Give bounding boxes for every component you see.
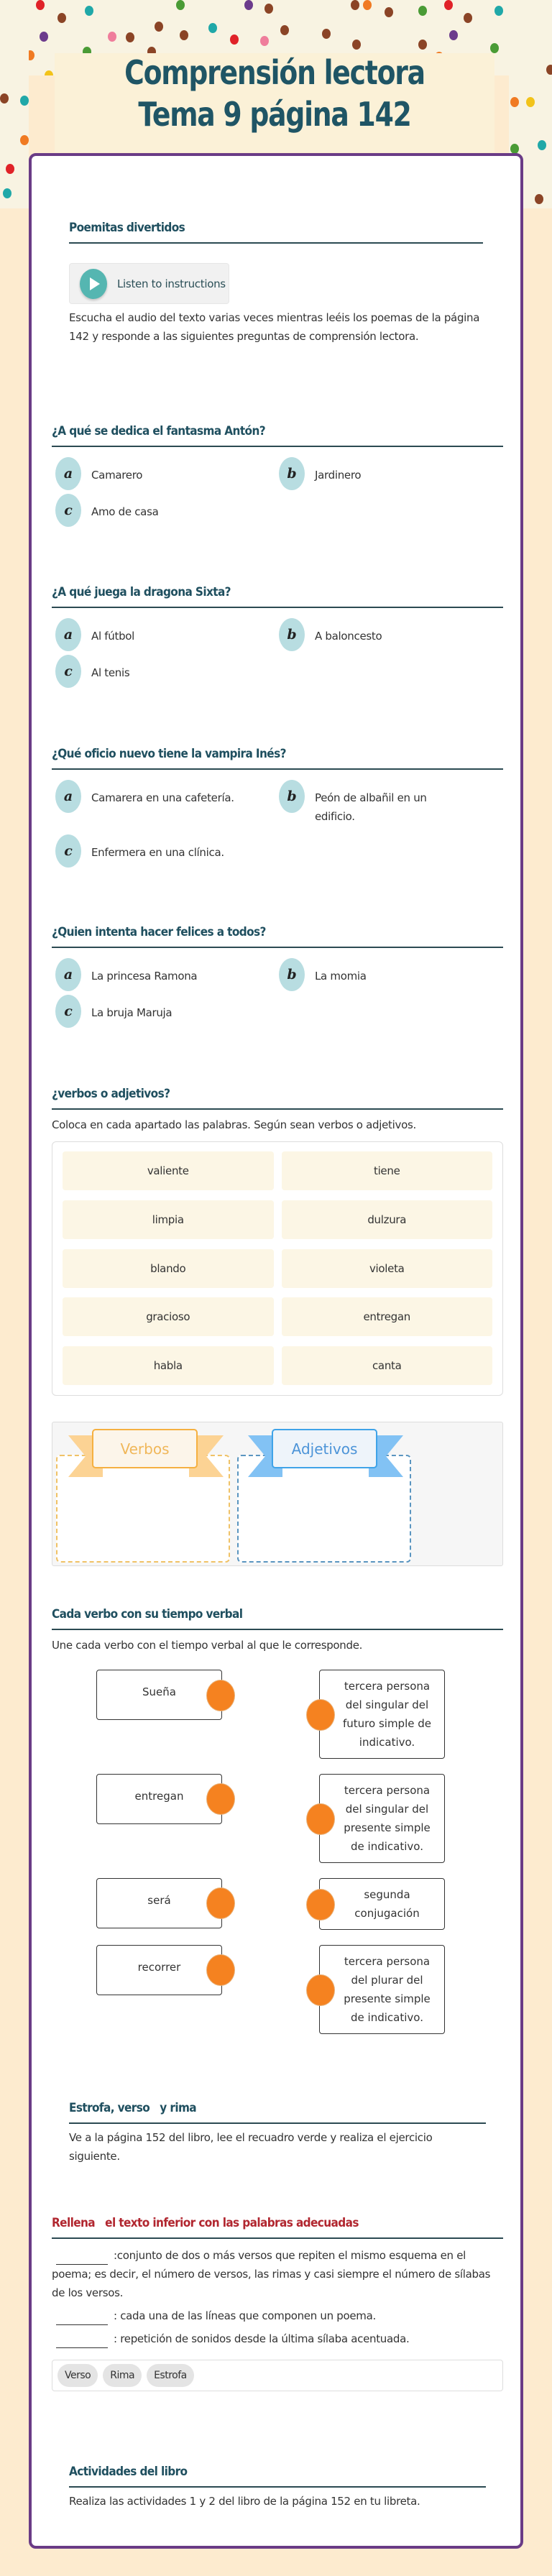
listen-label: Listen to instructions: [117, 277, 226, 290]
fill-line: [52, 2329, 503, 2348]
option-c[interactable]: [55, 655, 129, 688]
option-label: Amo de casa: [91, 505, 159, 518]
option-label: Camarero: [91, 469, 143, 482]
fill-line-text: : cada una de las líneas que componen un poema.: [114, 2309, 376, 2322]
word-bank-chip[interactable]: Verso: [58, 2364, 98, 2387]
question-1: [52, 424, 503, 533]
section-heading: Rellena el texto inferior con las palabras adecuadas: [52, 2216, 503, 2239]
fill-line: [52, 2306, 503, 2325]
option-label: Enfermera en una clínica.: [91, 846, 224, 859]
option-b[interactable]: [279, 958, 367, 991]
option-label: Al tenis: [91, 666, 130, 679]
word-bank-chip[interactable]: Rima: [103, 2364, 142, 2387]
intro-instructions: Escucha el audio del texto varias veces mientras leéis los poemas de la página 142 y responde a las siguientes preguntas de comprensión lectora.: [69, 311, 480, 343]
adjetivos-label: Adjetivos: [272, 1429, 377, 1468]
blank-input[interactable]: [56, 2337, 108, 2348]
word-chip[interactable]: tiene: [282, 1151, 493, 1190]
letter-c-icon: c: [55, 995, 81, 1028]
option-label: A baloncesto: [315, 630, 382, 643]
worksheet-frame: [29, 153, 523, 2549]
listen-instructions-button[interactable]: [69, 263, 229, 304]
section-heading: Cada verbo con su tiempo verbal: [52, 1607, 503, 1630]
match-left-item[interactable]: será: [96, 1878, 222, 1928]
section-heading: Poemitas divertidos: [69, 221, 483, 244]
word-pool: [52, 1141, 503, 1396]
matching-section: [52, 1607, 503, 2038]
letter-a-icon: a: [55, 618, 81, 651]
section-heading: Estrofa, verso y rima: [69, 2101, 486, 2124]
match-left-item[interactable]: entregan: [96, 1774, 222, 1824]
letter-a-icon: a: [55, 457, 81, 490]
intro-section: [69, 221, 483, 346]
option-c[interactable]: [55, 494, 158, 527]
actividades-section: [69, 2465, 486, 2511]
letter-a-icon: a: [55, 958, 81, 991]
question-2: [52, 585, 503, 694]
match-right-item[interactable]: segunda conjugación: [319, 1878, 445, 1930]
classify-instructions: Coloca en cada apartado las palabras. Según sean verbos o adjetivos.: [52, 1118, 416, 1131]
estrofa-instructions: Ve a la página 152 del libro, lee el recuadro verde y realiza el ejercicio siguiente.: [69, 2131, 433, 2163]
letter-c-icon: c: [55, 834, 81, 868]
connector-knob[interactable]: [206, 1783, 235, 1815]
option-label: Jardinero: [315, 469, 362, 482]
connector-knob[interactable]: [306, 1699, 335, 1731]
classify-section: [52, 1087, 503, 1566]
option-label: Al fútbol: [91, 630, 135, 643]
page-title: Comprensión lectora Tema 9 página 142: [124, 53, 425, 134]
option-label: La princesa Ramona: [91, 970, 198, 983]
blank-input[interactable]: [56, 2253, 108, 2265]
word-chip[interactable]: canta: [282, 1346, 493, 1385]
option-b[interactable]: [279, 457, 361, 490]
option-c[interactable]: [55, 995, 172, 1028]
option-a[interactable]: [55, 618, 134, 651]
fill-line-text: : repetición de sonidos desde la última sílaba acentuada.: [114, 2332, 410, 2345]
option-b[interactable]: [279, 618, 382, 651]
letter-b-icon: b: [279, 457, 305, 490]
section-heading: Actividades del libro: [69, 2465, 486, 2488]
matching-instructions: Une cada verbo con el tiempo verbal al que le corresponde.: [52, 1639, 363, 1652]
word-chip[interactable]: dulzura: [282, 1200, 493, 1239]
connector-knob[interactable]: [206, 1887, 235, 1919]
options: [52, 608, 503, 694]
letter-c-icon: c: [55, 494, 81, 527]
fill-line: [52, 2246, 503, 2302]
word-chip[interactable]: limpia: [63, 1200, 274, 1239]
question-heading: ¿Quien intenta hacer felices a todos?: [52, 925, 503, 948]
option-a[interactable]: [55, 958, 197, 991]
confetti-left: [0, 0, 29, 208]
options: [52, 948, 503, 1034]
word-bank: [52, 2360, 503, 2391]
connector-knob[interactable]: [306, 1974, 335, 2006]
play-icon: [80, 269, 107, 299]
question-heading: ¿Qué oficio nuevo tiene la vampira Inés?: [52, 747, 503, 770]
estrofa-section: [69, 2101, 486, 2166]
option-a[interactable]: [55, 780, 234, 813]
word-chip[interactable]: blando: [63, 1249, 274, 1288]
blank-input[interactable]: [56, 2314, 108, 2325]
actividades-instructions: Realiza las actividades 1 y 2 del libro de la página 152 en tu libreta.: [69, 2495, 420, 2508]
match-left-item[interactable]: recorrer: [96, 1945, 222, 1995]
letter-c-icon: c: [55, 655, 81, 688]
option-label: La momia: [315, 970, 367, 983]
connector-knob[interactable]: [206, 1680, 235, 1711]
word-chip[interactable]: valiente: [63, 1151, 274, 1190]
match-right-item[interactable]: tercera persona del singular del presente simple de indicativo.: [319, 1774, 445, 1863]
word-chip[interactable]: gracioso: [63, 1297, 274, 1336]
connector-knob[interactable]: [206, 1954, 235, 1986]
options: [52, 447, 503, 533]
option-label: Peón de albañil en un edificio.: [315, 791, 427, 823]
category-area: [52, 1422, 503, 1566]
option-a[interactable]: [55, 457, 142, 490]
option-label: Camarera en una cafetería.: [91, 791, 234, 804]
question-3: [52, 747, 503, 870]
letter-b-icon: b: [279, 618, 305, 651]
letter-b-icon: b: [279, 780, 305, 813]
match-right-item[interactable]: tercera persona del singular del futuro simple de indicativo.: [319, 1670, 445, 1759]
option-label: La bruja Maruja: [91, 1006, 172, 1019]
word-bank-chip[interactable]: Estrofa: [147, 2364, 194, 2387]
word-chip[interactable]: habla: [63, 1346, 274, 1385]
fill-line-text: :conjunto de dos o más versos que repiten el mismo esquema en el poema; es decir, el número de versos, las rimas y casi siempre el número de sílabas de los versos.: [52, 2249, 491, 2299]
verbos-label: Verbos: [92, 1429, 198, 1468]
fill-section: [52, 2216, 503, 2391]
question-4: [52, 925, 503, 1034]
connector-knob[interactable]: [306, 1803, 335, 1835]
word-chip[interactable]: entregan: [282, 1297, 493, 1336]
match-left-item[interactable]: Sueña: [96, 1670, 222, 1720]
option-c[interactable]: [55, 834, 224, 868]
option-b[interactable]: [279, 780, 487, 826]
section-heading: ¿verbos o adjetivos?: [52, 1087, 503, 1110]
options: [52, 770, 503, 870]
connector-knob[interactable]: [306, 1889, 335, 1920]
question-heading: ¿A qué juega la dragona Sixta?: [52, 585, 503, 608]
question-heading: ¿A qué se dedica el fantasma Antón?: [52, 424, 503, 447]
letter-b-icon: b: [279, 958, 305, 991]
match-right-item[interactable]: tercera persona del plurar del presente simple de indicativo.: [319, 1945, 445, 2034]
letter-a-icon: a: [55, 780, 81, 813]
word-chip[interactable]: violeta: [282, 1249, 493, 1288]
